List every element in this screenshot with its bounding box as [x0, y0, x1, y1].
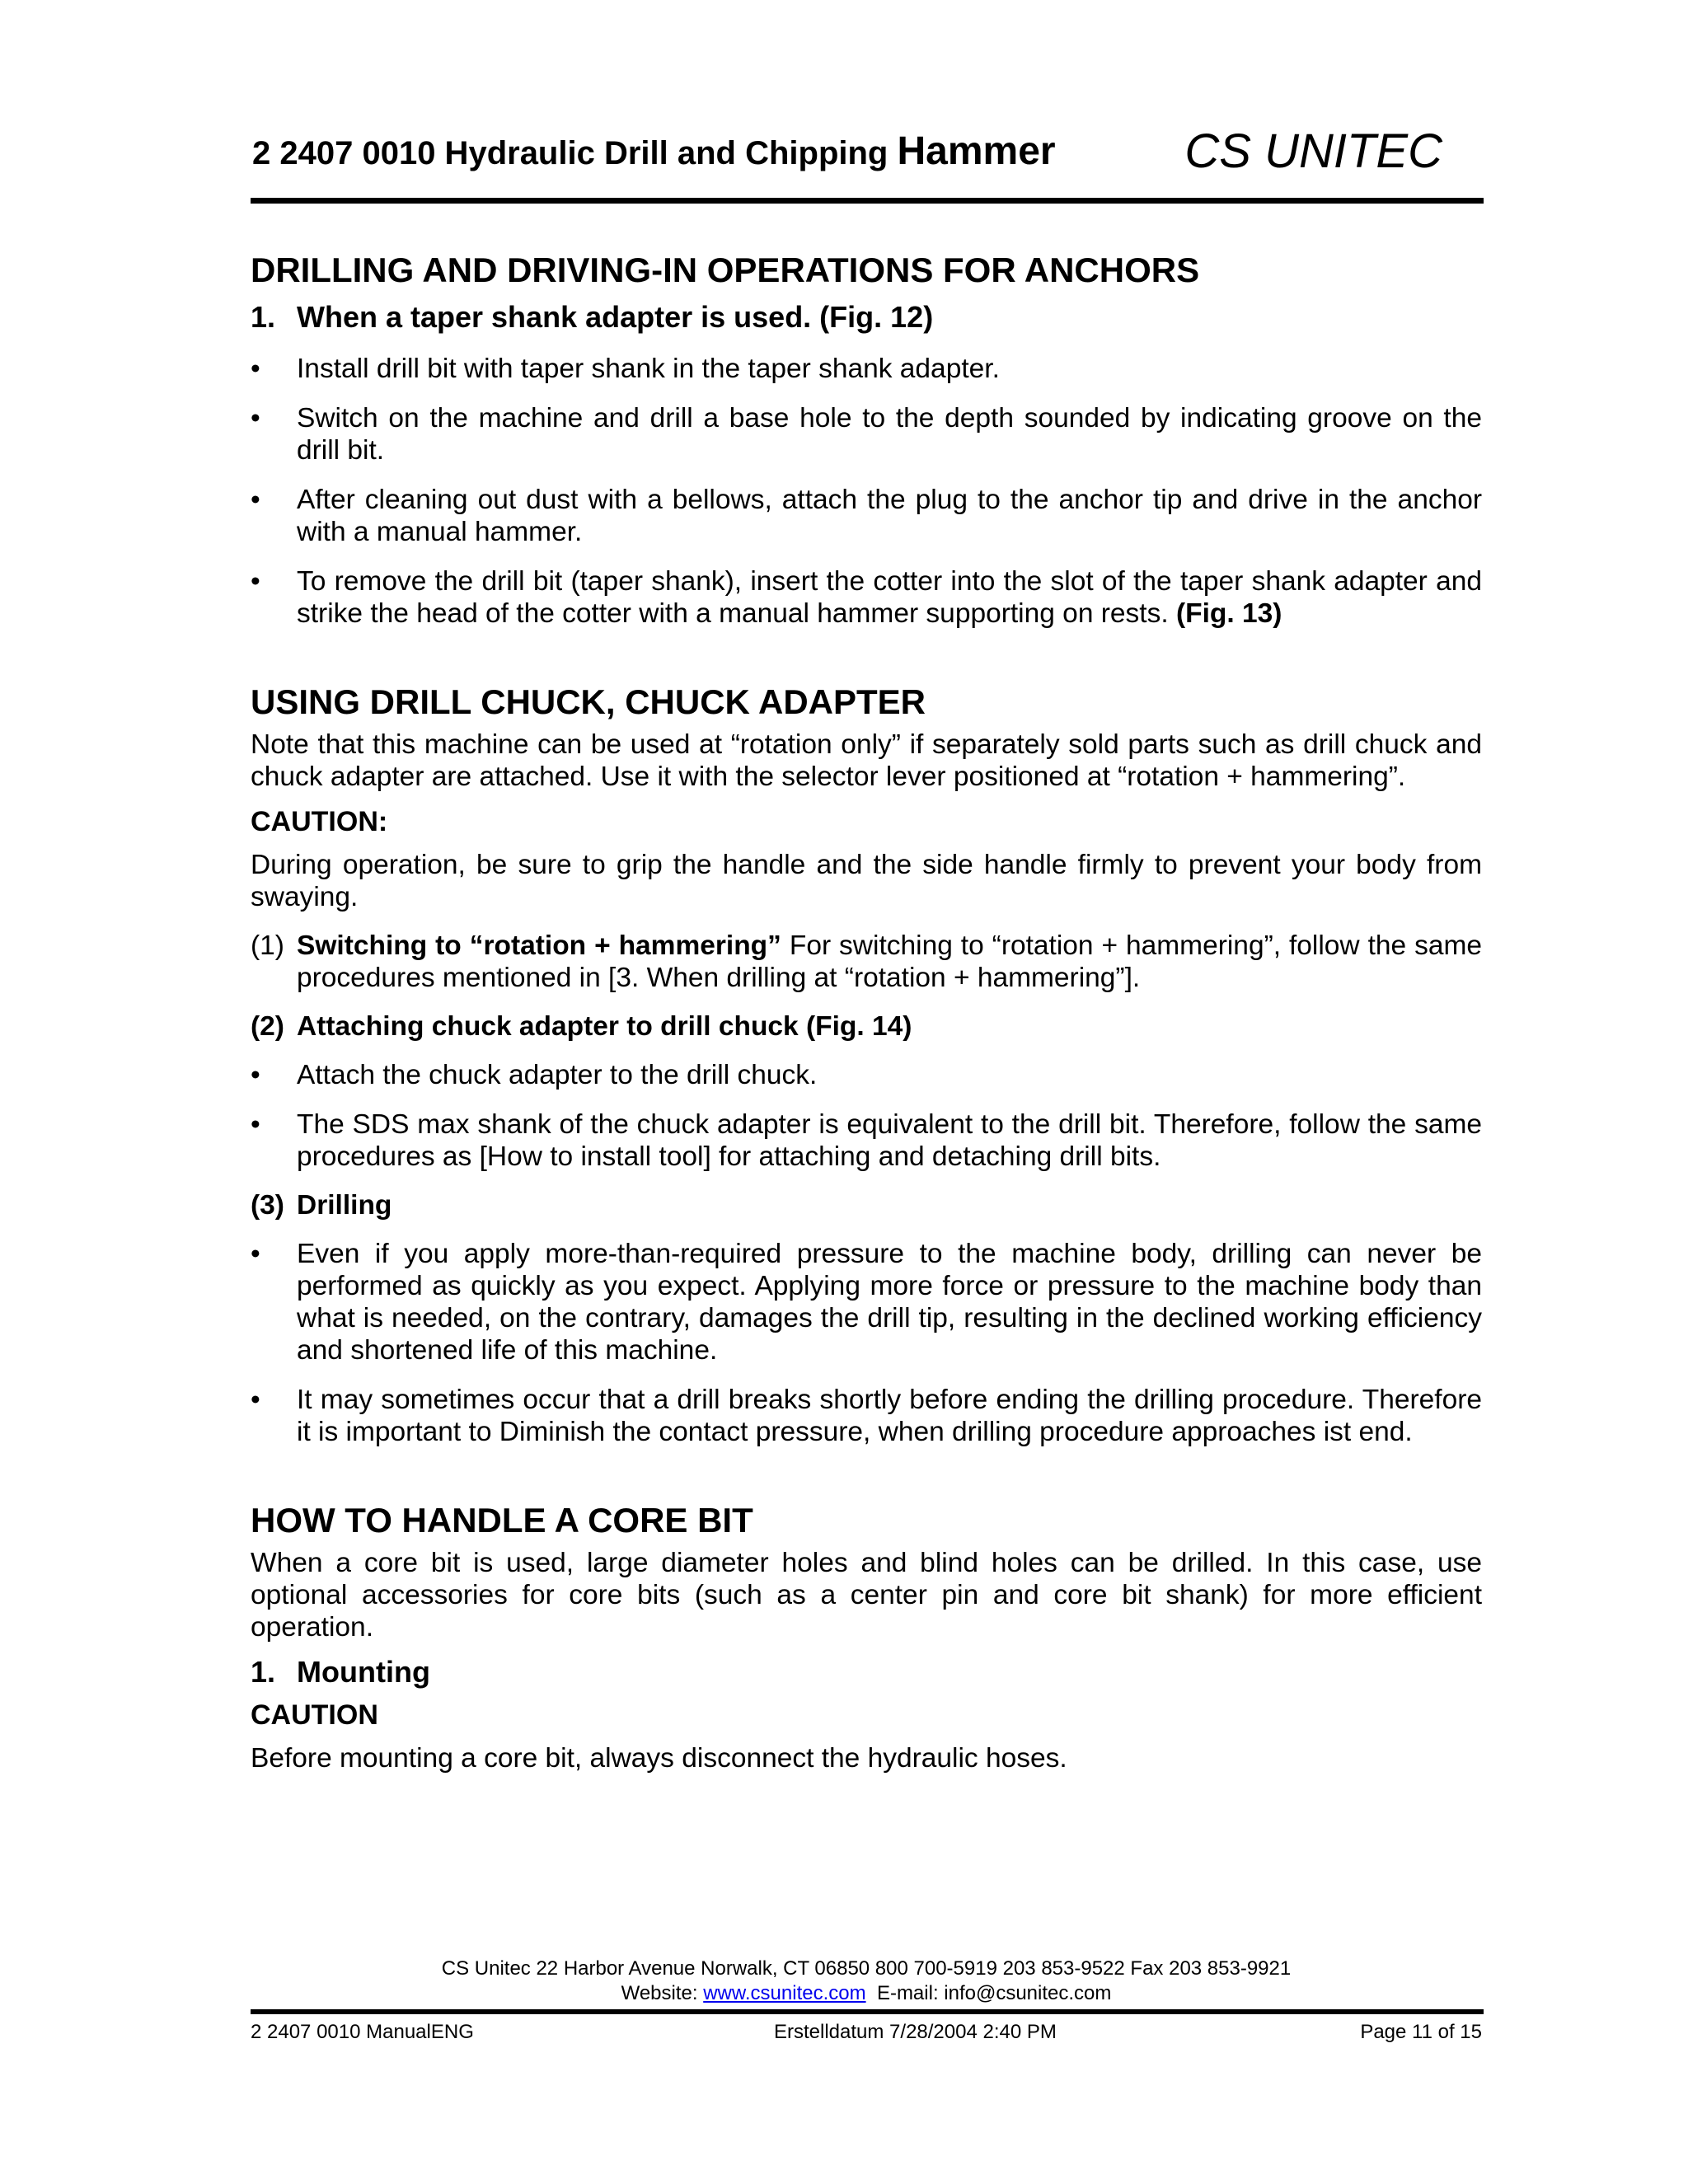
- numbered-item-3: [251, 1189, 1482, 1221]
- paragraph-core-bit-intro: When a core bit is used, large diameter holes and blind holes can be drilled. In this case, use optional accessories for core bits (such as a center pin and core bit shank) for more efficient operation.: [251, 1548, 1482, 1643]
- numbered-item-1: [251, 930, 1482, 994]
- list-item-text: Attach the chuck adapter to the drill chuck.: [297, 1060, 818, 1090]
- footer-contact: [251, 1957, 1482, 2006]
- page-header: [251, 124, 1484, 202]
- website-label: Website:: [621, 1982, 698, 2004]
- list-item: [251, 565, 1482, 630]
- bullet-icon: •: [251, 1385, 260, 1415]
- figure-reference: (Fig. 13): [1175, 598, 1282, 629]
- item-number: (3): [251, 1190, 284, 1221]
- section-heading-core-bit: HOW TO HANDLE A CORE BIT: [251, 1501, 753, 1540]
- item-text: [297, 930, 1482, 994]
- item-number: (2): [251, 1011, 284, 1042]
- list-item-text: It may sometimes occur that a drill breaks shortly before ending the drilling procedure. Therefore it is important to Diminish the contact pressure, when drilling procedure approaches ist end.: [297, 1385, 1482, 1447]
- document-title-big: Hammer: [897, 129, 1056, 173]
- item-bold-lead: Switching to “rotation + hammering”: [297, 930, 781, 961]
- subheading-number: 1.: [251, 1655, 276, 1689]
- footer-created-date: Erstelldatum 7/28/2004 2:40 PM: [774, 2021, 1057, 2043]
- footer-web-line: [251, 1981, 1482, 2006]
- list-item-text: Install drill bit with taper shank in the taper shank adapter.: [297, 354, 1000, 384]
- list-item: [251, 1108, 1482, 1173]
- paragraph-chuck-intro: Note that this machine can be used at “rotation only” if separately sold parts such as drill chuck and chuck adapter are attached. Use it with the selector lever positioned at “rotation + hammering”.: [251, 729, 1482, 792]
- footer-address: CS Unitec 22 Harbor Avenue Norwalk, CT 06850 800 700-5919 203 853-9522 Fax 203 853-9921: [441, 1957, 1292, 1980]
- list-item-text: Switch on the machine and drill a base hole to the depth sounded by indicating groove on the drill bit.: [297, 403, 1482, 466]
- paragraph-caution: During operation, be sure to grip the handle and the side handle firmly to prevent your body from swaying.: [251, 850, 1482, 912]
- website-link[interactable]: www.csunitec.com: [703, 1982, 866, 2004]
- list-item: [251, 402, 1482, 466]
- subheading-text: When a taper shank adapter is used. (Fig. 12): [297, 300, 934, 334]
- list-item: [251, 353, 1482, 385]
- item-number: (1): [251, 930, 284, 961]
- footer-page-number: Page 11 of 15: [1360, 2021, 1482, 2043]
- list-item-text-body: To remove the drill bit (taper shank), insert the cotter into the slot of the taper shank adapter and strike the head of the cotter with a manual hammer supporting on rests.: [297, 566, 1482, 629]
- caution-label: CAUTION:: [251, 806, 388, 837]
- bullet-icon: •: [251, 354, 260, 384]
- paragraph-mounting-caution: Before mounting a core bit, always disconnect the hydraulic hoses.: [251, 1743, 1067, 1774]
- section-heading-anchors: DRILLING AND DRIVING-IN OPERATIONS FOR ANCHORS: [251, 251, 1200, 289]
- page-content: [251, 247, 1482, 1774]
- item-heading: Drilling: [297, 1190, 392, 1221]
- item-body: For switching to “rotation + hammering”, follow the same procedures mentioned in [3. When drilling at “rotation + hammering”].: [297, 930, 1483, 993]
- list-item-text: [297, 565, 1482, 630]
- list-item-text: The SDS max shank of the chuck adapter is equivalent to the drill bit. Therefore, follow the same procedures as [How to install tool] for attaching and detaching drill bits.: [297, 1109, 1482, 1172]
- footer-rule: [251, 2009, 1484, 2014]
- item-heading: Attaching chuck adapter to drill chuck (Fig. 14): [297, 1011, 912, 1042]
- bullet-icon: •: [251, 403, 260, 434]
- document-title-text: 2 2407 0010 Hydraulic Drill and Chipping: [252, 135, 889, 171]
- numbered-item-2: [251, 1010, 1482, 1043]
- bullet-icon: •: [251, 485, 260, 515]
- list-item: [251, 484, 1482, 548]
- footer-doc-id: 2 2407 0010 ManualENG: [251, 2021, 474, 2043]
- subheading-number: 1.: [251, 300, 276, 334]
- footer-email: E-mail: info@csunitec.com: [876, 1982, 1112, 2004]
- bullet-icon: •: [251, 1109, 260, 1140]
- subheading-text: Mounting: [297, 1655, 430, 1689]
- bullet-icon: •: [251, 1060, 260, 1090]
- document-title: [252, 129, 1056, 174]
- header-rule: [251, 198, 1484, 204]
- section-heading-drill-chuck: USING DRILL CHUCK, CHUCK ADAPTER: [251, 682, 926, 721]
- list-item: [251, 1059, 1482, 1091]
- bullet-icon: •: [251, 1239, 260, 1269]
- bullet-icon: •: [251, 566, 260, 597]
- list-item: [251, 1238, 1482, 1366]
- subheading-taper-shank: [251, 298, 1482, 336]
- list-item-text: Even if you apply more-than-required pressure to the machine body, drilling can never be performed as quickly as you expect. Applying more force or pressure to the machine body than what is needed, on the contrary, damages the drill tip, resulting in the declined working efficiency and shortened life of this machine.: [297, 1239, 1482, 1366]
- list-item-text: After cleaning out dust with a bellows, attach the plug to the anchor tip and drive in the anchor with a manual hammer.: [297, 485, 1482, 547]
- caution-label: CAUTION: [251, 1699, 378, 1731]
- list-item: [251, 1384, 1482, 1448]
- subheading-mounting: [251, 1653, 1482, 1691]
- brand-name: CS UNITEC: [1184, 124, 1442, 178]
